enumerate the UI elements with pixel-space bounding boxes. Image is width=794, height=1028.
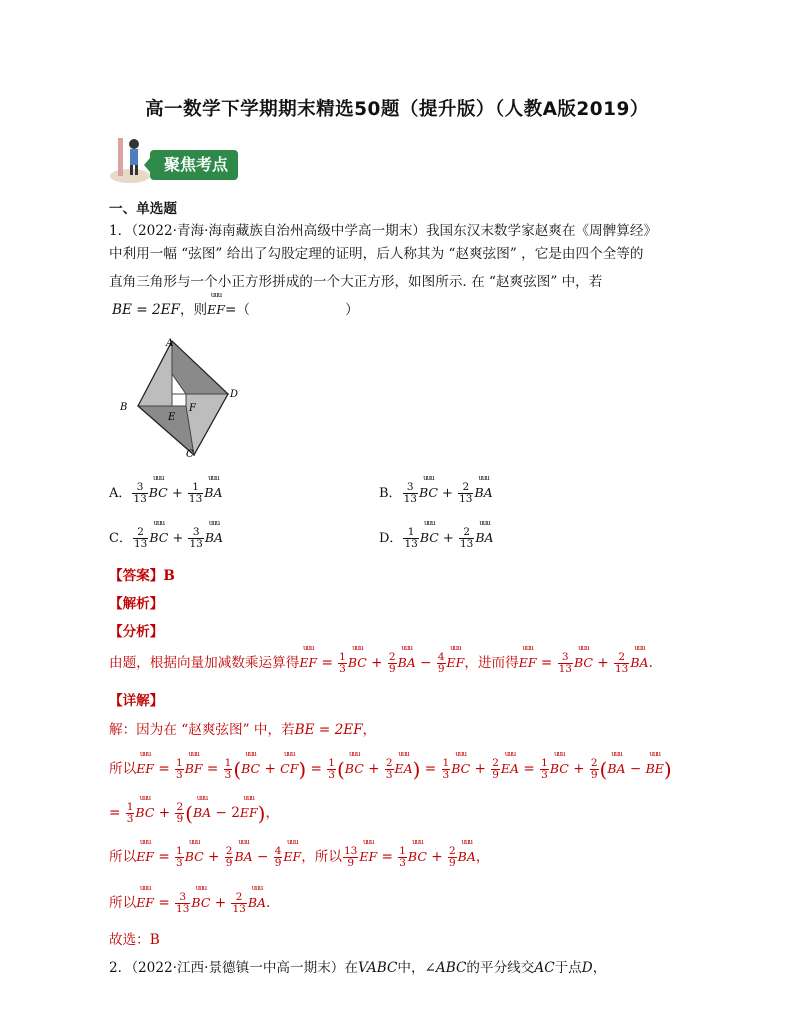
option-a[interactable]: A． $\frac{3}{13}$ uuu BC + $\frac{1}{13}$ uuu BA (109, 482, 223, 505)
final-choice: 故选：B (109, 932, 160, 948)
fenxi-label: 【分析】 (109, 624, 164, 640)
vector-ef: uuu EF (207, 300, 225, 320)
q1-condition: BE = 2EF (112, 302, 180, 318)
document-title: 高一数学下学期期末精选50题（提升版）（人教A版2019） (145, 99, 649, 120)
q1-line-1: 1．（2022·青海·海南藏族自治州高级中学高一期末）我国东汉末数学家赵爽在《周髀算经》 (109, 223, 658, 239)
option-d[interactable]: D． $\frac{1}{13}$ uuu BC + $\frac{2}{13}$ uuu BA (379, 527, 494, 550)
badge-label: 聚焦考点 (163, 155, 228, 174)
detail-label: 【详解】 (109, 693, 164, 709)
solution-step-4: 所以uuu EF = $\frac{3}{13}$ uuu BC + $\frac{2}{13}$ uuu BA. (109, 892, 270, 915)
focus-badge (104, 130, 244, 188)
label-d: D (230, 389, 239, 400)
zhao-shuang-figure (116, 336, 246, 461)
solution-step-3: 所以uuu EF = $\frac{1}{3}$ uuu BC + $\frac{2}{9}$ uuu BA − $\frac{4}{9}$ uuu EF，所以 $\frac{13}{9}$ uuu EF = $\frac{1}{3}$ uuu BC + $\frac{2}{9}$ uuu BA， (109, 846, 489, 869)
option-c[interactable]: C． $\frac{2}{13}$ uuu BC + $\frac{3}{13}$ uuu BA (109, 527, 223, 550)
fenxi-text: 由题，根据向量加减数乘运算得uuu EF = $\frac{1}{3}$ uuu BC + $\frac{2}{9}$ uuu BA − $\frac{4}{9}$ uuu EF，进而得uuu EF = $\frac{3}{13}$ uuu BC + $\frac{2}{13}$ uuu BA. (109, 652, 653, 675)
answer-label: 【答案】B (109, 568, 175, 584)
label-a: A (166, 338, 174, 349)
q2-line-1: 2．（2022·江西·景德镇一中高一期末）在VABC中，∠ABC的平分线交AC于点D， (109, 960, 607, 976)
q1-line-4: BE = 2EF，则uuu EF=（ ） (112, 300, 359, 320)
q1-line-2: 中利用一幅 “弦图” 给出了勾股定理的证明，后人称其为 “赵爽弦图” ，它是由四个全等的 (109, 246, 644, 262)
label-b: B (120, 402, 128, 413)
solution-step-1: 所以uuu EF = $\frac{1}{3}$ uuu BF = $\frac{1}{3}$ (uuu BC + uuu CF) = $\frac{1}{3}$ (uuu BC + $\frac{2}{3}$ uuu EA) = $\frac{1}{3}$ uuu BC + $\frac{2}{9}$ uuu EA = $\frac{1}{3}$ uuu BC + $\frac{2}{9}$ (uuu BA − uuu BE) (109, 758, 672, 781)
option-b[interactable]: B． $\frac{3}{13}$ uuu BC + $\frac{2}{13}$ uuu BA (379, 482, 493, 505)
label-f: F (189, 403, 196, 414)
solution-intro: 解：因为在 “赵爽弦图” 中，若BE = 2EF， (109, 722, 377, 738)
label-e: E (168, 412, 176, 423)
solution-step-2: = $\frac{1}{3}$ uuu BC + $\frac{2}{9}$ (uuu BA − 2uuu EF)， (109, 802, 279, 825)
label-c: C (186, 449, 194, 460)
section-heading: 一、单选题 (109, 201, 177, 217)
analysis-label: 【解析】 (109, 596, 164, 612)
q1-line-3: 直角三角形与一个小正方形拼成的一个大正方形，如图所示. 在 “赵爽弦图” 中，若 (109, 274, 603, 290)
